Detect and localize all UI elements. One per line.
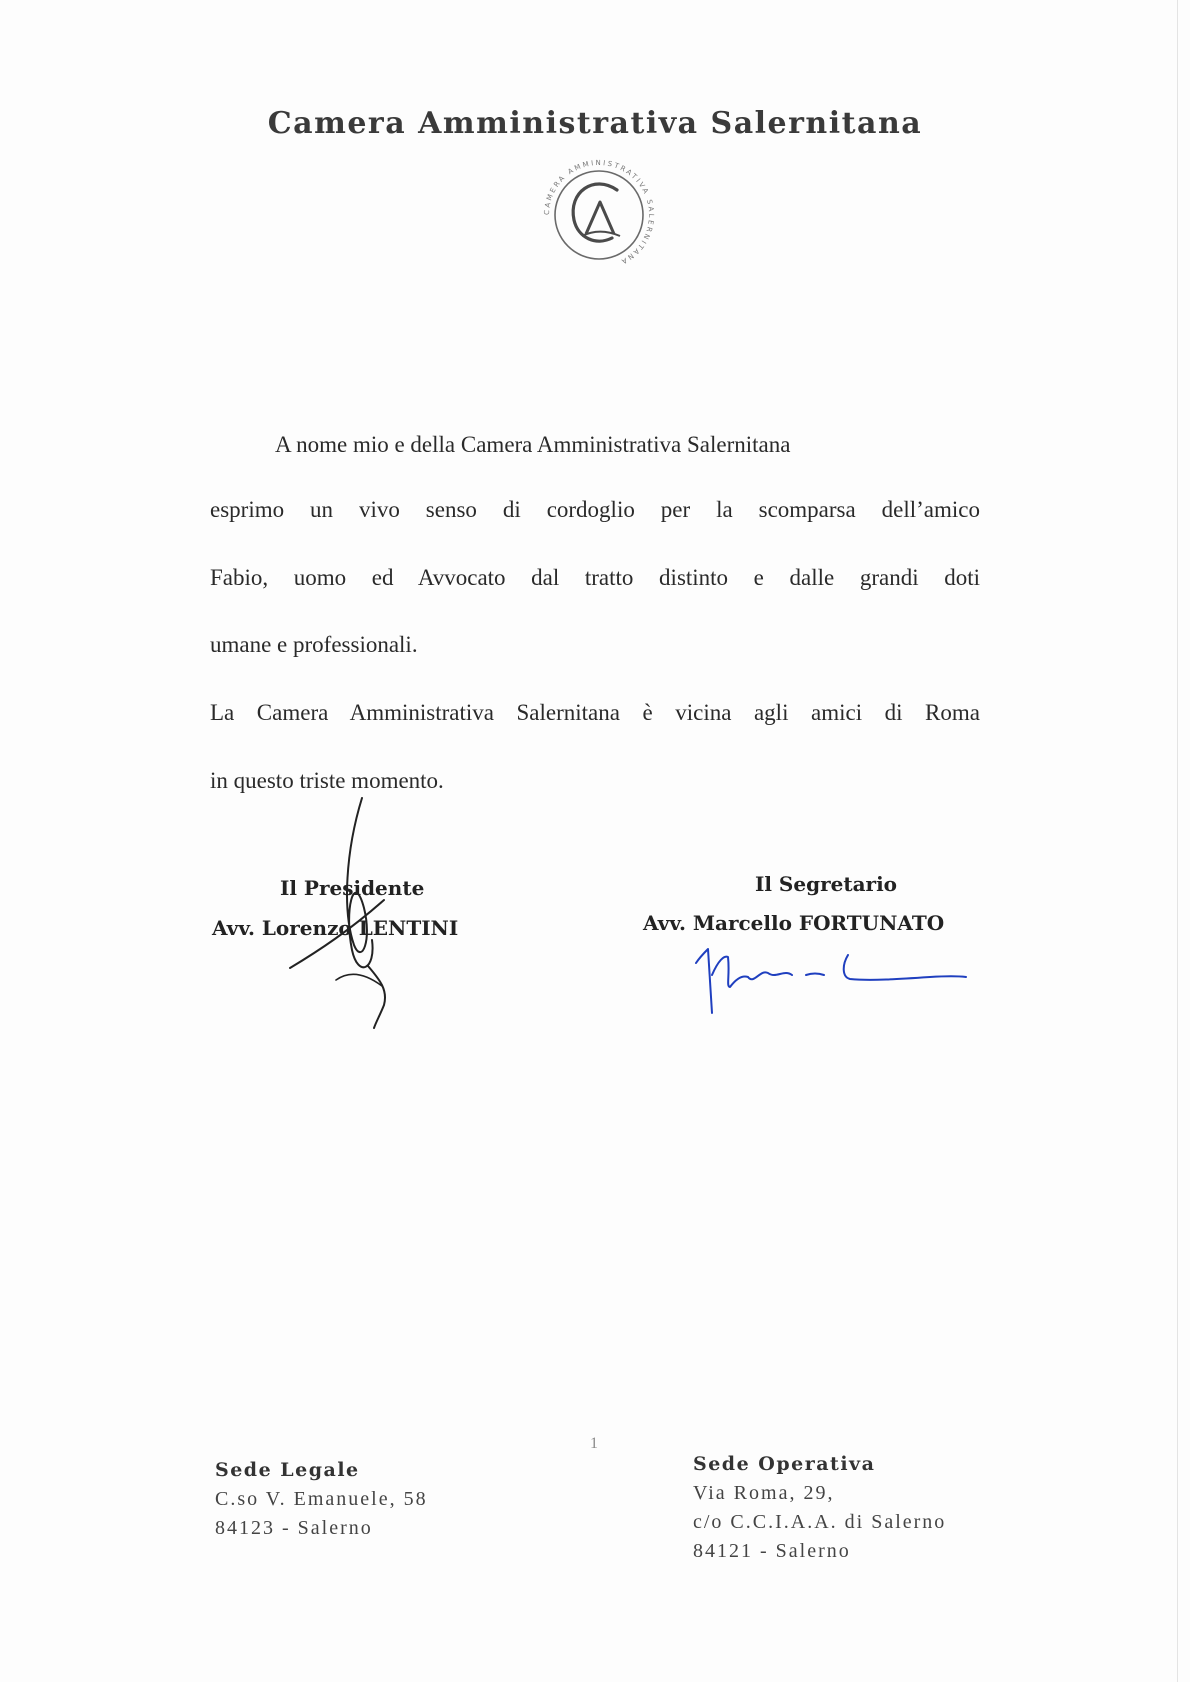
letter-line-1: A nome mio e della Camera Amministrativa Salernitana <box>275 432 791 457</box>
organization-title: Camera Amministrativa Salernitana <box>267 106 923 141</box>
page-number: 1 <box>590 1435 598 1452</box>
legal-office-city: 84123 - Salerno <box>215 1517 373 1539</box>
operative-office-city: 84121 - Salerno <box>693 1540 851 1562</box>
operative-office-care-of: c/o C.C.I.A.A. di Salerno <box>693 1511 947 1533</box>
letter-line-3: Fabio, uomo ed Avvocato dal tratto distinto e dalle grandi doti <box>210 565 980 590</box>
letter-line-5: La Camera Amministrativa Salernitana è vicina agli amici di Roma <box>210 700 980 725</box>
president-name: Avv. Lorenzo LENTINI <box>212 916 459 940</box>
legal-office-title: Sede Legale <box>215 1459 360 1481</box>
letter-line-2: esprimo un vivo senso di cordoglio per la scomparsa dell’amico <box>210 497 980 522</box>
operative-office-title: Sede Operativa <box>693 1453 876 1475</box>
secretary-name: Avv. Marcello FORTUNATO <box>643 911 945 935</box>
letter-line-4: umane e professionali. <box>210 632 418 657</box>
scan-edge-line <box>1177 0 1178 1682</box>
legal-office-address: C.so V. Emanuele, 58 <box>215 1488 428 1510</box>
secretary-signature <box>690 935 990 1015</box>
operative-office-address: Via Roma, 29, <box>693 1482 835 1504</box>
organization-seal-logo <box>534 150 664 280</box>
svg-text:CAMERA AMMINISTRATIVA SALERNIT <box>543 159 655 266</box>
seal-ring-text: CAMERA AMMINISTRATIVA SALERNITANA <box>542 158 656 267</box>
secretary-role: Il Segretario <box>755 872 898 896</box>
president-role: Il Presidente <box>280 876 425 900</box>
letter-line-6: in questo triste momento. <box>210 768 444 793</box>
president-signature <box>280 790 430 1030</box>
